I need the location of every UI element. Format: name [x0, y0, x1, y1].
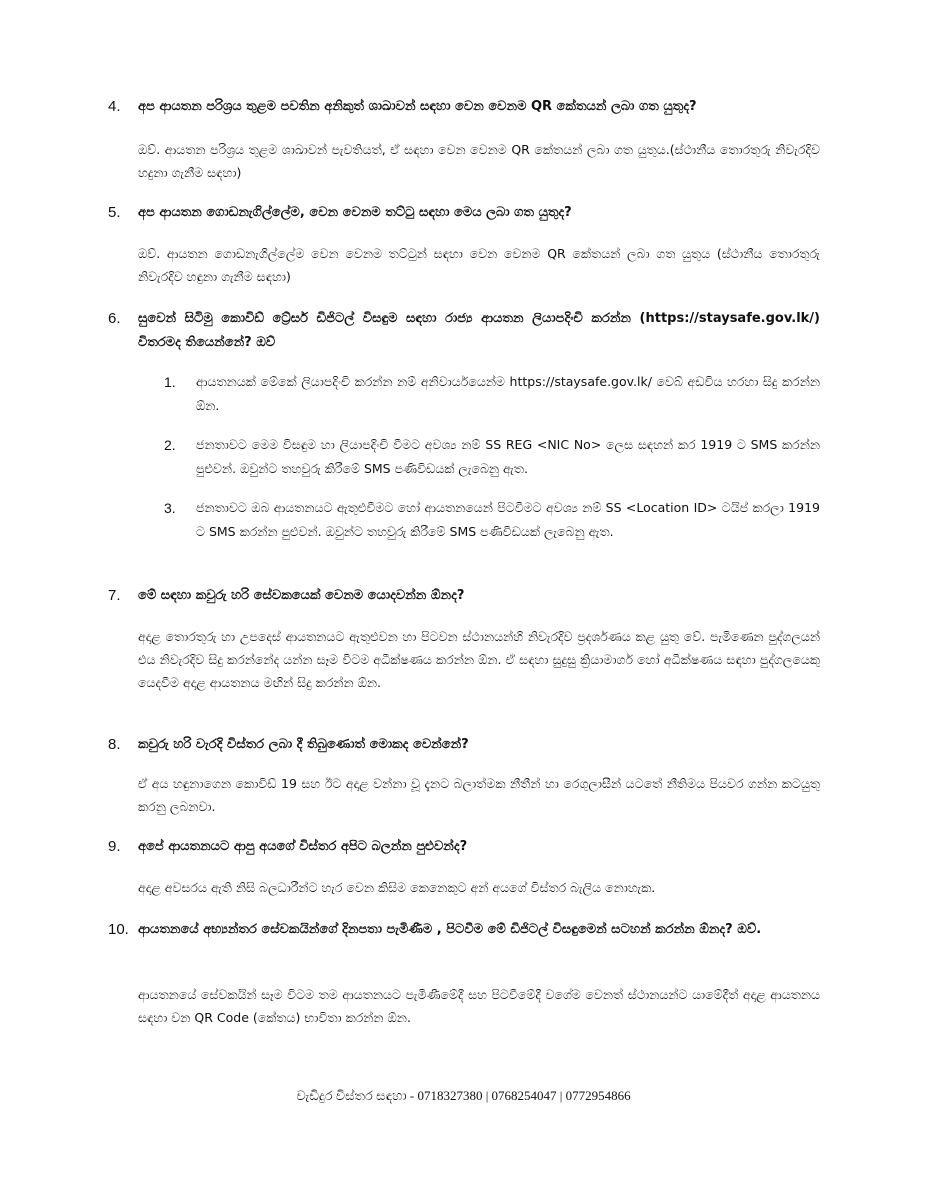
question-number: 10. — [108, 921, 129, 938]
answer-5: ඔව්. ආයතන ගොඩනැගිල්ලේම වෙන වෙනම තට්ටුන් සඳහා වෙන වෙනම QR කේතයන් ලබා ගත යුතුය (ස්ථානීය තොරතුරු නිවැරදිව හඳුනා ගැනීම සඳහා) — [138, 246, 820, 284]
question-number: 9. — [108, 838, 121, 855]
question-number: 7. — [108, 587, 121, 604]
question-number: 5. — [108, 204, 121, 221]
list-text: ආයතනයක් මේකේ ලියාපදිංචි කරන්න නම් අනිවාර්යයෙන්ම https://staysafe.gov.lk/ වෙබ් අඩවිය හරහා සිදු කරන්න ඕන. — [196, 374, 820, 413]
question-text: අප ආයතන ගොඩනැගිල්ලේම, වෙන වෙනම තට්ටු සඳහා මෙය ලබා ගත යුතුද? — [138, 205, 572, 220]
list-number: 3. — [164, 500, 176, 516]
question-text: සුවෙන් සිටිමු කොවිඩ් ට්‍රේසර් ඩිජිටල් විසඳුම සඳහා රාජ්‍ය ආයතන ලියාපදිංචි කරන්න (https://staysafe.gov.lk/) විතරමද තියෙන්නේ? ඔව් — [138, 311, 820, 350]
question-text: අප ආයතන පරිශ්‍රය තුළම පවතින අනිකුත් ශාඛාවන් සඳහා වෙන වෙනම QR කේතයන් ලබා ගත යුතුද? — [138, 99, 697, 114]
list-number: 1. — [164, 374, 176, 390]
answer-8: ඒ අය හඳුනාගෙන කොවිඩ් 19 සහ ඊට අදාළ වන්නා වූ දැනට බලාත්මක නීතීන් හා රෙගුලාසීන් යටතේ නීතිමය පියවර ගන්න කටයුතු කරනු ලබනවා. — [138, 776, 820, 814]
question-text: අපේ ආයතනයට ආපු අයගේ විස්තර අපිට බලන්න පුළුවන්ද? — [138, 839, 468, 854]
question-text: මේ සඳහා කවුරු හරි සේවකයෙක් වෙනම යොදවන්න ඕනද? — [138, 588, 465, 603]
list-text: ජනතාවට මෙම විසඳුම හා ලියාපදිංචි වීමට අවශ්‍ය නම් SS REG <NIC No> ලෙස සඳහන් කර 1919 ට SMS කරන්න පුළුවන්. ඔවුන්ට තහවුරු කිරීමේ SMS පණිවිඩයක් ලැබෙනු ඇත. — [196, 437, 820, 476]
list-text: ජනතාවට ඔබ ආයතනයට ඇතුළුවීමට හෝ ආයතනයෙන් පිටවීමට අවශ්‍ය නම් SS <Location ID> ටයිප් කරලා 1919 ට SMS කරන්න පුළුවන්. ඔවුන්ට තහවුරු කිරීමේ SMS පණිවිඩයක් ලැබෙනු ඇත. — [196, 500, 820, 539]
question-text: ආයතනයේ අභ්‍යන්තර සේවකයින්ගේ දිනපතා පැමිණීම , පිටවීම මේ ඩිජිටල් විසඳුමෙන් සටහන් කරන්න ඕනද? ඔව්. — [138, 922, 762, 937]
question-text: කවුරු හරි වැරදි විස්තර ලබා දී තිබුණොත් මොකද වෙන්නේ? — [138, 737, 469, 752]
answer-7: අදාළ තොරතුරු හා උපදෙස් ආයතනයට ඇතුළුවන හා පිටවන ස්ථානයන්හි නිවැරදිව ප්‍රදර්ශණය කළ යුතු වේ. පැමිණෙන පුද්ගලයන් එය නිවැරදිව සිදු කරන්නේද යන්න සෑම විටම අධීක්ෂණය කරන්න ඕන. ඒ සඳහා සුදුසු ක්‍රියාමාර්ග හෝ අධීක්ෂණය සඳහා පුද්ගලයෙකු යෙදවීම අදාළ ආයතනය මඟින් සිදු කරන්න ඕන. — [138, 629, 820, 690]
answer-9: අදාළ අවසරය ඇති නිසි බලධාරීන්ට හැර වෙන කිසිම කෙනෙකුට අන් අයගේ විස්තර බැලිය නොහැක. — [138, 880, 656, 895]
question-number: 6. — [108, 310, 121, 327]
answer-4: ඔව්. ආයතන පරිශ්‍රය තුළම ශාඛාවන් පැවතියත්, ඒ සඳහා වෙන වෙනම QR කේතයන් ලබා ගත යුතුය.(ස්ථානීය තොරතුරු නිවැරදිව හදුනා ගැනීම සඳහා) — [138, 142, 820, 180]
list-number: 2. — [164, 437, 176, 453]
answer-10: ආයතනයේ සේවකයින් සෑම විටම තම ආයතනයට පැමිණීමේදී සහ පිටවීමේදී වගේම වෙනත් ස්ථානයන්ට යාමේදීත් අදාළ ආයතනය සඳහා වන QR Code (කේතය) භාවිතා කරන්න ඕන. — [138, 987, 820, 1025]
question-number: 8. — [108, 736, 121, 753]
question-number: 4. — [108, 98, 121, 115]
footer-contact: වැඩිදුර විස්තර සඳහා - 0718327380 | 0768254047 | 0772954866 — [296, 1088, 631, 1103]
